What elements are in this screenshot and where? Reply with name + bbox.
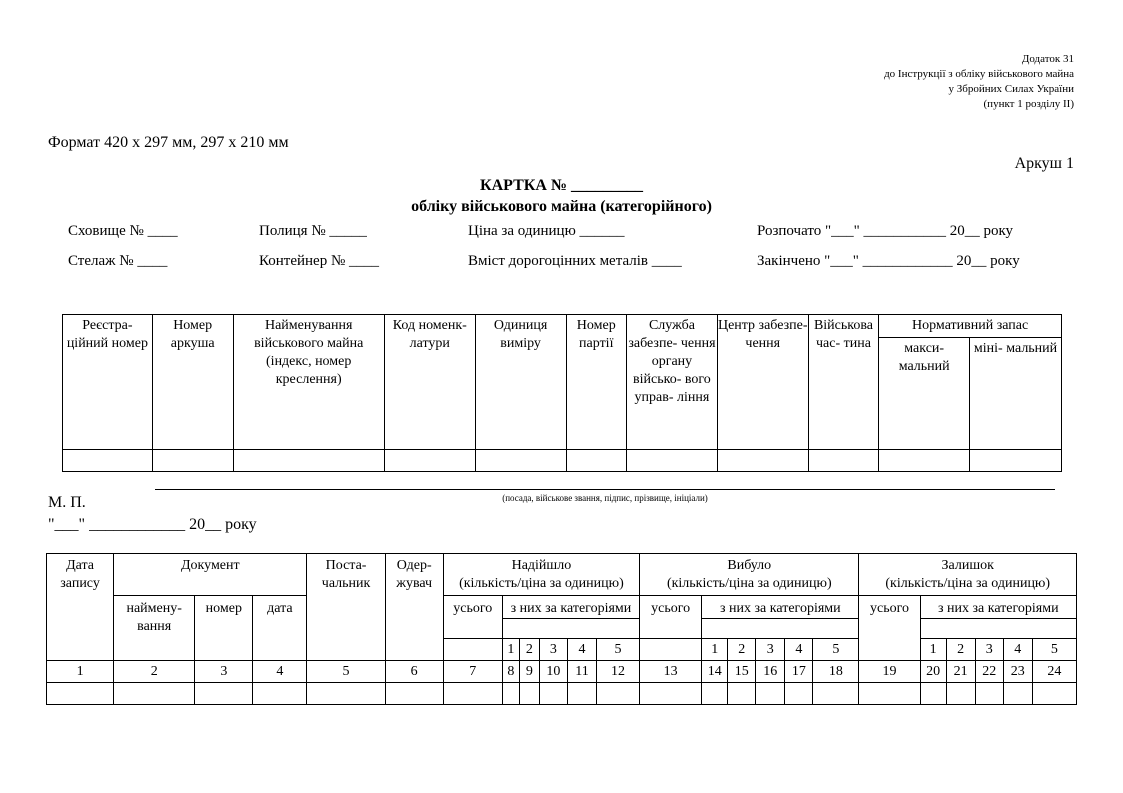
col-min: міні- мальний <box>970 337 1062 450</box>
table-cell[interactable] <box>946 683 975 705</box>
column-number: 18 <box>813 661 859 683</box>
table-cell[interactable] <box>813 683 859 705</box>
table-cell[interactable] <box>195 683 253 705</box>
unit-price-field: Ціна за одиницю ______ <box>468 223 625 239</box>
col-entry-date: Дата запису <box>47 554 114 661</box>
col-max: макси- мальний <box>879 337 970 450</box>
movement-table <box>46 553 1077 705</box>
balance-by-cat: з них за категоріями <box>920 596 1076 619</box>
table-cell[interactable] <box>728 683 756 705</box>
col-doc-date: дата <box>253 596 307 661</box>
col-batch-number: Номер партії <box>566 315 627 450</box>
table-cell[interactable] <box>717 450 808 472</box>
appendix-line: до Інструкції з обліку військового майна <box>884 68 1074 80</box>
col-balance <box>859 554 1077 596</box>
col-military-unit: Військова час- тина <box>808 315 879 450</box>
received-cat-4: 4 <box>567 639 596 661</box>
issued-sub: (кількість/ціна за одиницю) <box>666 576 832 591</box>
received-total: усього <box>443 596 502 639</box>
received-cat-1: 1 <box>502 639 519 661</box>
table-cell[interactable] <box>808 450 879 472</box>
issued-label: Вибуло <box>727 558 772 573</box>
table-cell[interactable] <box>63 450 153 472</box>
appendix-line: (пункт 1 розділу ІІ) <box>983 98 1074 110</box>
appendix-line: Додаток 31 <box>1021 53 1074 65</box>
table-cell[interactable] <box>596 683 639 705</box>
column-number: 21 <box>946 661 975 683</box>
issued-cat-3: 3 <box>756 639 785 661</box>
received-label: Надійшло <box>511 558 572 573</box>
card-subtitle: обліку військового майна (категорійного) <box>411 198 712 215</box>
stamp-place: М. П. <box>48 494 86 511</box>
table-cell[interactable] <box>920 683 946 705</box>
table-cell[interactable] <box>152 450 233 472</box>
col-doc-name: наймену- вання <box>114 596 195 661</box>
column-numbers-row <box>47 661 1077 683</box>
received-by-cat: з них за категоріями <box>502 596 639 619</box>
sheet-number: Аркуш 1 <box>1014 155 1074 172</box>
balance-total: усього <box>859 596 920 661</box>
col-property-name: Найменування військового майна (індекс, номер креслення) <box>233 315 384 450</box>
column-number: 20 <box>920 661 946 683</box>
received-total-spacer <box>443 639 502 661</box>
column-number: 13 <box>640 661 702 683</box>
column-number: 22 <box>975 661 1003 683</box>
col-normative-stock: Нормативний запас <box>879 315 1062 338</box>
table-cell[interactable] <box>970 450 1062 472</box>
issued-cat-2: 2 <box>728 639 756 661</box>
issued-by-cat: з них за категоріями <box>702 596 859 619</box>
column-number: 11 <box>567 661 596 683</box>
table-cell[interactable] <box>975 683 1003 705</box>
column-number: 16 <box>756 661 785 683</box>
column-number: 15 <box>728 661 756 683</box>
started-field: Розпочато "___" ___________ 20__ року <box>757 223 1014 239</box>
column-number: 14 <box>702 661 728 683</box>
issued-total-spacer <box>640 639 702 661</box>
signature-line <box>155 489 1055 490</box>
column-number: 10 <box>539 661 567 683</box>
table-cell[interactable] <box>385 683 443 705</box>
table-cell[interactable] <box>47 683 114 705</box>
table-cell[interactable] <box>443 683 502 705</box>
col-supply-center: Центр забезпе- чення <box>717 315 808 450</box>
table-cell[interactable] <box>756 683 785 705</box>
table-row <box>47 683 1077 705</box>
table-cell[interactable] <box>384 450 475 472</box>
balance-sub: (кількість/ціна за одиницю) <box>885 576 1051 591</box>
column-number: 17 <box>785 661 813 683</box>
container-field: Контейнер № ____ <box>259 253 380 269</box>
table-cell[interactable] <box>785 683 813 705</box>
table-cell[interactable] <box>502 683 519 705</box>
column-number: 24 <box>1032 661 1076 683</box>
col-received <box>443 554 639 596</box>
appendix-block <box>884 52 1074 112</box>
table-cell[interactable] <box>539 683 567 705</box>
table-cell[interactable] <box>253 683 307 705</box>
received-cat-5: 5 <box>596 639 639 661</box>
balance-cat-3: 3 <box>975 639 1003 661</box>
column-number: 4 <box>253 661 307 683</box>
col-recipient: Одер- жувач <box>385 554 443 661</box>
column-number: 8 <box>502 661 519 683</box>
column-number: 9 <box>519 661 539 683</box>
received-by-cat-spacer <box>502 619 639 639</box>
issued-cat-5: 5 <box>813 639 859 661</box>
col-document: Документ <box>114 554 307 596</box>
property-info-table <box>62 314 1062 472</box>
balance-cat-1: 1 <box>920 639 946 661</box>
column-number: 7 <box>443 661 502 683</box>
precious-metals-field: Вміст дорогоцінних металів ____ <box>468 253 682 269</box>
balance-cat-2: 2 <box>946 639 975 661</box>
finished-field: Закінчено "___" ____________ 20__ року <box>757 253 1020 269</box>
issued-by-cat-spacer <box>702 619 859 639</box>
column-number: 6 <box>385 661 443 683</box>
column-number: 5 <box>307 661 385 683</box>
issued-cat-1: 1 <box>702 639 728 661</box>
table-cell[interactable] <box>307 683 385 705</box>
table-cell[interactable] <box>475 450 566 472</box>
table-cell[interactable] <box>519 683 539 705</box>
table-cell[interactable] <box>640 683 702 705</box>
date-line: "___" ____________ 20__ року <box>48 516 257 533</box>
column-number: 23 <box>1003 661 1032 683</box>
table-cell[interactable] <box>114 683 195 705</box>
table-cell[interactable] <box>566 450 627 472</box>
format-note: Формат 420 x 297 мм, 297 x 210 мм <box>48 134 289 151</box>
table-cell[interactable] <box>567 683 596 705</box>
received-sub: (кількість/ціна за одиницю) <box>459 576 624 591</box>
table-row <box>63 450 1062 472</box>
col-issued <box>640 554 859 596</box>
rack-field: Стелаж № ____ <box>68 253 168 269</box>
storage-field: Сховище № ____ <box>68 223 178 239</box>
shelf-field: Полиця № _____ <box>259 223 367 239</box>
column-number: 19 <box>859 661 920 683</box>
balance-cat-4: 4 <box>1003 639 1032 661</box>
col-supply-service: Служба забезпе- чення органу військо- вого управ- ління <box>627 315 718 450</box>
received-cat-2: 2 <box>519 639 539 661</box>
col-supplier: Поста- чальник <box>307 554 385 661</box>
column-number: 2 <box>114 661 195 683</box>
col-nomenclature-code: Код номенк- латури <box>384 315 475 450</box>
column-number: 3 <box>195 661 253 683</box>
col-unit: Одиниця виміру <box>475 315 566 450</box>
issued-total: усього <box>640 596 702 639</box>
table-cell[interactable] <box>879 450 970 472</box>
card-title <box>0 175 1123 217</box>
received-cat-3: 3 <box>539 639 567 661</box>
table-cell[interactable] <box>627 450 718 472</box>
table-cell[interactable] <box>233 450 384 472</box>
col-sheet-number: Номер аркуша <box>152 315 233 450</box>
card-title-line: КАРТКА № _________ <box>479 177 644 194</box>
col-doc-number: номер <box>195 596 253 661</box>
issued-cat-4: 4 <box>785 639 813 661</box>
table-cell[interactable] <box>1032 683 1076 705</box>
table-cell[interactable] <box>702 683 728 705</box>
signature-caption: (посада, військове звання, підпис, прізвище, ініціали) <box>502 493 708 503</box>
balance-cat-5: 5 <box>1032 639 1076 661</box>
column-number: 12 <box>596 661 639 683</box>
appendix-line: у Збройних Силах України <box>948 83 1074 95</box>
table-cell[interactable] <box>859 683 920 705</box>
balance-label: Залишок <box>941 558 994 573</box>
col-reg-number: Реєстра- ційний номер <box>63 315 153 450</box>
balance-by-cat-spacer <box>920 619 1076 639</box>
table-cell[interactable] <box>1003 683 1032 705</box>
column-number: 1 <box>47 661 114 683</box>
